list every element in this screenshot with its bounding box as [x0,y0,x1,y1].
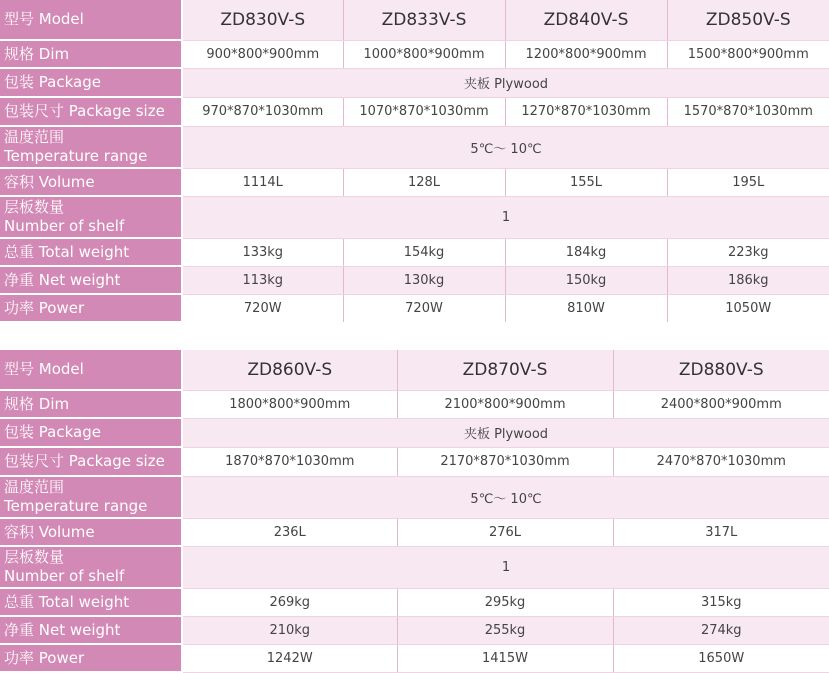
package-size-cell: 1270*870*1030mm [505,97,667,126]
dim-label: 规格 Dim [0,40,182,68]
net-weight-label: 净重 Net weight [0,616,182,644]
total-weight-cell: 223kg [667,238,829,266]
model-cell: ZD860V-S [182,350,397,390]
shelf-label-en: Number of shelf [4,217,125,235]
dim-label: 规格 Dim [0,390,182,418]
model-label: 型号 Model [0,0,182,40]
model-cell: ZD840V-S [505,0,667,40]
total-weight-cell: 154kg [343,238,505,266]
net-weight-cell: 130kg [343,266,505,294]
shelf-row [0,546,829,588]
total-weight-row [0,238,829,266]
shelf-row [0,196,829,238]
shelf-label-en: Number of shelf [4,567,125,585]
model-cell: ZD833V-S [343,0,505,40]
model-cell: ZD880V-S [613,350,829,390]
spec-table-2 [0,350,829,673]
shelf-cell: 1 [182,196,829,238]
volume-cell: 276L [397,518,613,546]
dim-cell: 1500*800*900mm [667,40,829,68]
volume-cell: 128L [343,168,505,196]
power-row [0,644,829,672]
volume-row [0,518,829,546]
volume-cell: 1114L [182,168,343,196]
total-weight-label: 总重 Total weight [0,588,182,616]
volume-row [0,168,829,196]
dim-cell: 1200*800*900mm [505,40,667,68]
package-size-row [0,97,829,126]
model-row [0,350,829,390]
net-weight-cell: 274kg [613,616,829,644]
net-weight-cell: 255kg [397,616,613,644]
shelf-label-cn: 层板数量 [4,198,65,216]
net-weight-cell: 210kg [182,616,397,644]
shelf-cell: 1 [182,546,829,588]
volume-label: 容积 Volume [0,518,182,546]
model-cell: ZD850V-S [667,0,829,40]
total-weight-cell: 133kg [182,238,343,266]
shelf-label [0,196,182,238]
net-weight-label: 净重 Net weight [0,266,182,294]
power-cell: 810W [505,294,667,322]
net-weight-cell: 186kg [667,266,829,294]
total-weight-cell: 184kg [505,238,667,266]
power-cell: 1415W [397,644,613,672]
package-size-cell: 2470*870*1030mm [613,447,829,476]
model-row [0,0,829,40]
package-cell: 夹板 Plywood [182,68,829,97]
volume-label: 容积 Volume [0,168,182,196]
package-size-row [0,447,829,476]
temperature-row [0,126,829,168]
total-weight-label: 总重 Total weight [0,238,182,266]
temperature-label-en: Temperature range [4,147,148,165]
model-cell: ZD870V-S [397,350,613,390]
temperature-cell: 5℃～ 10℃ [182,476,829,518]
volume-cell: 195L [667,168,829,196]
power-cell: 1242W [182,644,397,672]
temperature-label [0,126,182,168]
volume-cell: 236L [182,518,397,546]
volume-cell: 155L [505,168,667,196]
spec-table-1 [0,0,829,323]
power-cell: 720W [182,294,343,322]
dim-row [0,40,829,68]
power-cell: 1050W [667,294,829,322]
total-weight-row [0,588,829,616]
temperature-cell: 5℃～ 10℃ [182,126,829,168]
total-weight-cell: 269kg [182,588,397,616]
power-cell: 1650W [613,644,829,672]
package-row [0,68,829,97]
dim-cell: 1800*800*900mm [182,390,397,418]
net-weight-cell: 150kg [505,266,667,294]
package-size-label: 包装尺寸 Package size [0,97,182,126]
net-weight-cell: 113kg [182,266,343,294]
package-label: 包装 Package [0,418,182,447]
package-size-cell: 2170*870*1030mm [397,447,613,476]
shelf-label [0,546,182,588]
power-row [0,294,829,322]
package-size-label: 包装尺寸 Package size [0,447,182,476]
package-size-cell: 1570*870*1030mm [667,97,829,126]
model-label: 型号 Model [0,350,182,390]
volume-cell: 317L [613,518,829,546]
package-cell: 夹板 Plywood [182,418,829,447]
temperature-label-en: Temperature range [4,497,148,515]
model-cell: ZD830V-S [182,0,343,40]
package-row [0,418,829,447]
package-label: 包装 Package [0,68,182,97]
total-weight-cell: 295kg [397,588,613,616]
total-weight-cell: 315kg [613,588,829,616]
temperature-label-cn: 温度范围 [4,128,65,146]
table-gap [0,322,829,350]
dim-cell: 2100*800*900mm [397,390,613,418]
power-cell: 720W [343,294,505,322]
package-size-cell: 970*870*1030mm [182,97,343,126]
dim-cell: 900*800*900mm [182,40,343,68]
temperature-label-cn: 温度范围 [4,478,65,496]
power-label: 功率 Power [0,644,182,672]
power-label: 功率 Power [0,294,182,322]
dim-row [0,390,829,418]
net-weight-row [0,616,829,644]
package-size-cell: 1870*870*1030mm [182,447,397,476]
shelf-label-cn: 层板数量 [4,548,65,566]
temperature-label [0,476,182,518]
package-size-cell: 1070*870*1030mm [343,97,505,126]
dim-cell: 1000*800*900mm [343,40,505,68]
dim-cell: 2400*800*900mm [613,390,829,418]
temperature-row [0,476,829,518]
net-weight-row [0,266,829,294]
